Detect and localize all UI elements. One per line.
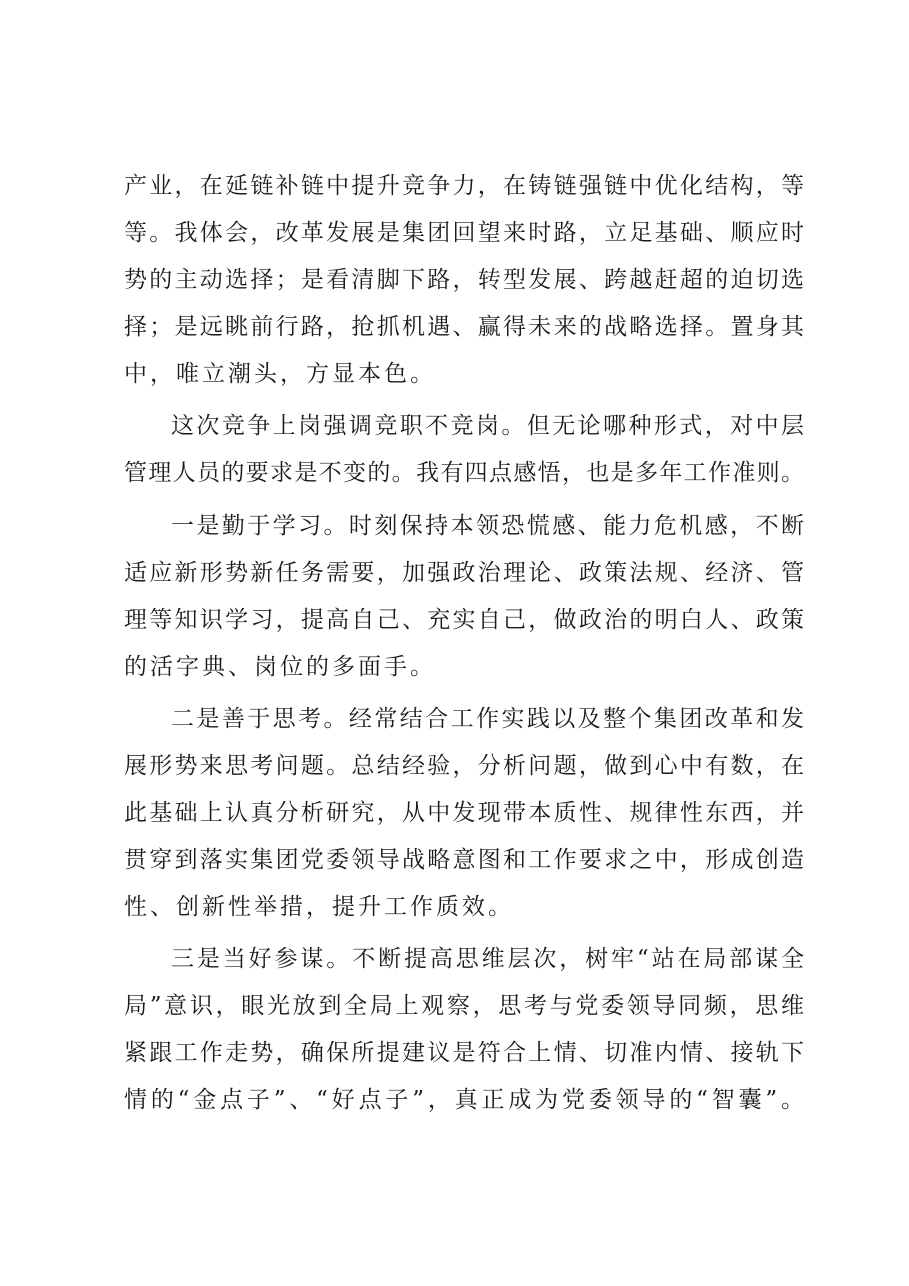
paragraph-line: 择；是远眺前行路，抢抓机遇、赢得未来的战略选择。置身其 xyxy=(124,314,804,340)
paragraph-line: 产业，在延链补链中提升竞争力，在铸链强链中优化结构，等 xyxy=(124,173,804,199)
paragraph-line: 三是当好参谋。不断提高思维层次，树牢“站在局部谋全 xyxy=(171,946,804,972)
paragraph-line: 性、创新性举措，提升工作质效。 xyxy=(124,894,514,920)
paragraph-line: 展形势来思考问题。总结经验，分析问题，做到心中有数，在 xyxy=(124,753,804,779)
paragraph-line: 紧跟工作走势，确保所提建议是符合上情、切准内情、接轨下 xyxy=(124,1040,804,1066)
paragraph-line: 局”意识，眼光放到全局上观察，思考与党委领导同频，思维 xyxy=(124,993,804,1019)
paragraph-line: 这次竞争上岗强调竞职不竞岗。但无论哪种形式，对中层 xyxy=(171,413,804,439)
paragraph-line: 贯穿到落实集团党委领导战略意图和工作要求之中，形成创造 xyxy=(124,847,804,873)
paragraph-line: 一是勤于学习。时刻保持本领恐慌感、能力危机感，不断 xyxy=(171,513,804,539)
paragraph-line: 此基础上认真分析研究，从中发现带本质性、规律性东西，并 xyxy=(124,800,804,826)
paragraph-line: 中，唯立潮头，方显本色。 xyxy=(124,361,436,387)
paragraph-line: 的活字典、岗位的多面手。 xyxy=(124,654,436,680)
paragraph-line: 情的“金点子”、“好点子”，真正成为党委领导的“智囊”。 xyxy=(124,1087,804,1113)
paragraph-line: 等。我体会，改革发展是集团回望来时路，立足基础、顺应时 xyxy=(124,220,804,246)
paragraph-line: 势的主动选择；是看清脚下路，转型发展、跨越赶超的迫切选 xyxy=(124,267,804,293)
paragraph-line: 理等知识学习，提高自己、充实自己，做政治的明白人、政策 xyxy=(124,607,804,633)
paragraph-line: 适应新形势新任务需要，加强政治理论、政策法规、经济、管 xyxy=(124,560,804,586)
paragraph-line: 管理人员的要求是不变的。我有四点感悟，也是多年工作准则。 xyxy=(124,460,804,486)
paragraph-line: 二是善于思考。经常结合工作实践以及整个集团改革和发 xyxy=(171,706,804,732)
